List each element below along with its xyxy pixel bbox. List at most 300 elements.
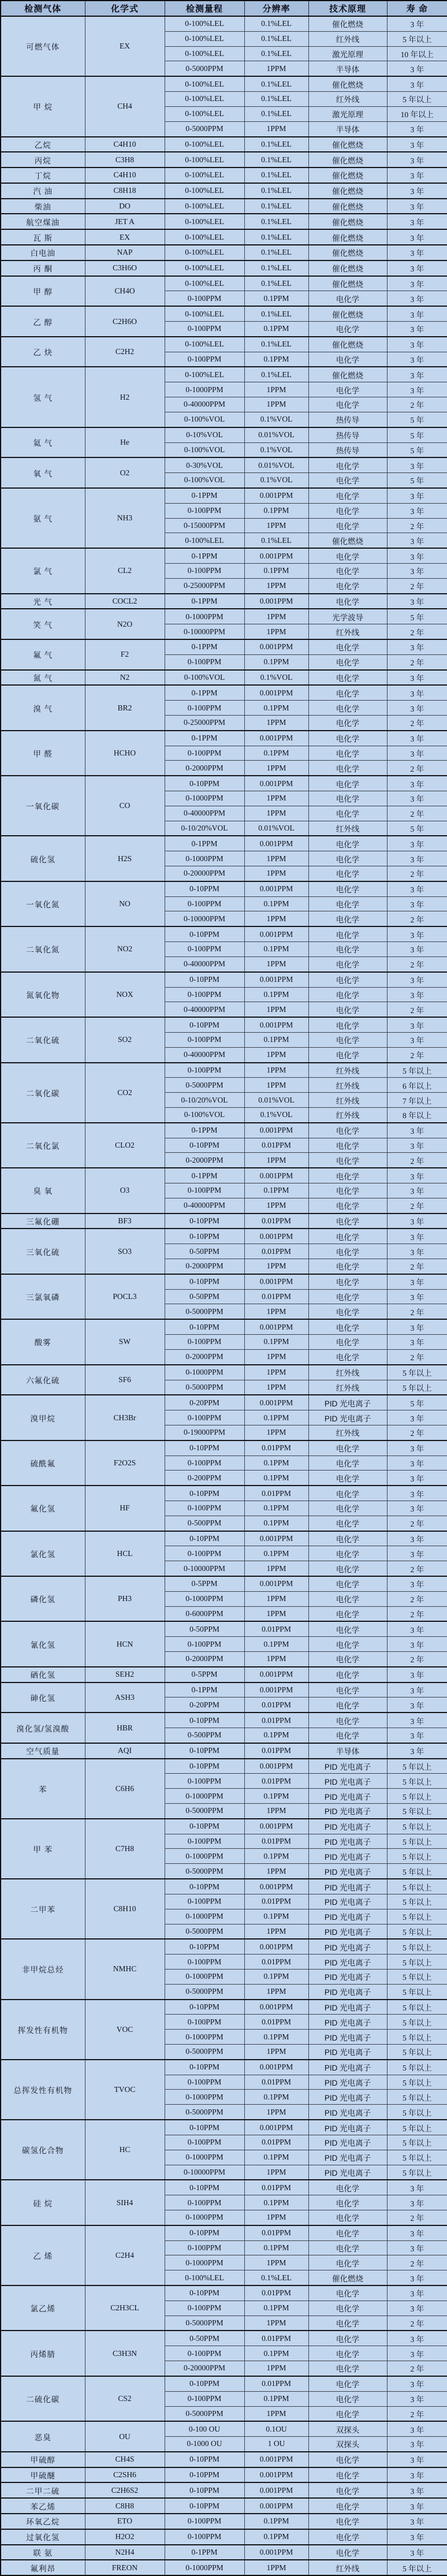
range-cell: 0-10PPM [165,2285,244,2300]
range-cell: 0-10%VOL [165,427,244,442]
spec-row [1,1440,447,1455]
principle-cell: 红外线 [308,1425,387,1440]
range-cell: 0-5000PPM [165,1078,244,1093]
life-cell: 5 年以上 [387,1984,447,1999]
gas-group [1,1274,447,1319]
gas-name-cell: 二氧化氯 [1,1123,85,1168]
life-cell: 3 年 [387,1244,447,1259]
gas-name-cell: 二硫化碳 [1,2376,85,2421]
life-cell: 2 年 [387,806,447,821]
gas-group [1,1123,447,1168]
gas-name-cell: 三氟化硼 [1,1213,85,1229]
life-cell: 3 年 [387,137,447,152]
resolution-cell: 0.1%LEL [244,276,308,291]
range-cell: 0-1PPM [165,731,244,746]
life-cell: 3 年 [387,2270,447,2285]
principle-cell: 催化燃烧 [308,533,387,548]
formula-cell: C2H4 [85,2225,165,2285]
principle-cell: PID 光电离子 [308,1939,387,1954]
principle-cell: PID 光电离子 [308,2045,387,2060]
formula-cell: F2O2S [85,1440,165,1486]
life-cell: 5 年以上 [387,2015,447,2030]
range-cell: 0-100%VOL [165,412,244,427]
principle-cell: 电化学 [308,956,387,971]
range-cell: 0-10000PPM [165,911,244,926]
spec-row [1,2529,447,2545]
life-cell: 3 年 [387,367,447,382]
resolution-cell: 0.1PPM [244,896,308,911]
principle-cell: 电化学 [308,1698,387,1713]
spec-row [1,2421,447,2436]
life-cell: 3 年 [387,322,447,337]
principle-cell: 电化学 [308,1319,387,1334]
principle-cell: 电化学 [308,2255,387,2270]
range-cell: 0-25000PPM [165,578,244,593]
gas-group [1,2467,447,2483]
range-cell: 0-10PPM [165,1759,244,1774]
spec-row [1,457,447,472]
spec-row [1,427,447,442]
life-cell: 3 年 [387,2498,447,2514]
life-cell: 8 年以上 [387,1108,447,1123]
spec-row [1,731,447,746]
principle-cell: 激光原理 [308,46,387,61]
range-cell: 0-10/20%VOL [165,821,244,836]
spec-row [1,1682,447,1698]
life-cell: 3 年 [387,1213,447,1229]
formula-cell: NOX [85,972,165,1017]
formula-cell: BF3 [85,1213,165,1229]
formula-cell: SO2 [85,1017,165,1062]
life-cell: 5 年 [387,412,447,427]
range-cell: 0-10PPM [165,2376,244,2391]
resolution-cell: 1PPM [244,911,308,926]
principle-cell: 红外线 [308,1078,387,1093]
principle-cell: 电化学 [308,1274,387,1289]
range-cell: 0-10PPM [165,972,244,987]
range-cell: 0-1000PPM [165,2150,244,2165]
principle-cell: 红外线 [308,1063,387,1078]
life-cell: 5 年以上 [387,2105,447,2120]
spec-row [1,214,447,229]
gas-group [1,2514,447,2529]
resolution-cell: 0.01PPM [244,1289,308,1304]
range-cell: 0-100%LEL [165,152,244,167]
spec-row [1,685,447,700]
resolution-cell: 0.1PPM [244,1909,308,1924]
col-header-resolution: 分辨率 [244,1,308,16]
resolution-cell: 0.001PPM [244,2467,308,2483]
principle-cell: 电化学 [308,2498,387,2514]
spec-row [1,1743,447,1759]
resolution-cell: 0.1PPM [244,942,308,957]
range-cell: 0-20000PPM [165,866,244,881]
range-cell: 0-100%LEL [165,229,244,245]
spec-row [1,1365,447,1380]
gas-group [1,457,447,488]
life-cell: 3 年 [387,1576,447,1591]
life-cell: 3 年 [387,167,447,183]
spec-row [1,2000,447,2015]
resolution-cell: 1PPM [244,2255,308,2270]
formula-cell: NMHC [85,1939,165,1999]
spec-row [1,1759,447,1774]
gas-group [1,972,447,1017]
spec-row [1,2467,447,2483]
gas-group [1,2498,447,2514]
life-cell: 2 年 [387,1561,447,1576]
range-cell: 0-100PPM [165,291,244,306]
resolution-cell: 1PPM [244,2560,308,2575]
principle-cell: 电化学 [308,1591,387,1606]
life-cell: 5 年以上 [387,1864,447,1879]
range-cell: 0-100%VOL [165,442,244,457]
resolution-cell: 0.001PPM [244,2452,308,2467]
principle-cell: 红外线 [308,2560,387,2575]
formula-cell: CH4S [85,2452,165,2467]
range-cell: 0-100%LEL [165,183,244,199]
principle-cell: 电化学 [308,1652,387,1667]
resolution-cell: 1PPM [244,1380,308,1395]
formula-cell: F2 [85,639,165,670]
life-cell: 3 年 [387,670,447,686]
gas-group [1,152,447,167]
life-cell: 5 年以上 [387,2030,447,2045]
resolution-cell: 0.1PPM [244,2030,308,2045]
spec-row [1,260,447,276]
range-cell: 0-100PPM [165,2075,244,2090]
table-header [1,1,447,16]
spec-row [1,1576,447,1591]
resolution-cell: 0.1PPM [244,1032,308,1047]
life-cell: 3 年 [387,2300,447,2316]
life-cell: 3 年 [387,2331,447,2346]
range-cell: 0-100%LEL [165,245,244,260]
principle-cell: 半导体 [308,61,387,76]
col-header-principle: 技术原理 [308,1,387,16]
principle-cell: 热传导 [308,442,387,457]
resolution-cell: 1PPM [244,61,308,76]
resolution-cell: 0.001PPM [244,2498,308,2514]
resolution-cell: 0.01PPM [244,1621,308,1636]
gas-name-cell: 氮氧化物 [1,972,85,1017]
life-cell: 3 年 [387,1486,447,1501]
resolution-cell: 0.1%LEL [244,533,308,548]
range-cell: 0-19000PPM [165,1425,244,1440]
formula-cell: CO [85,776,165,836]
range-cell: 0-1000PPM [165,1789,244,1804]
resolution-cell: 0.1PPM [244,563,308,578]
life-cell: 5 年以上 [387,2000,447,2015]
resolution-cell: 0.1%VOL [244,1108,308,1123]
resolution-cell: 0.001PPM [244,2060,308,2075]
principle-cell: 电化学 [308,1621,387,1636]
spec-row [1,1017,447,1032]
life-cell: 5 年 [387,1395,447,1410]
principle-cell: 电化学 [308,1667,387,1682]
spec-row [1,594,447,609]
range-cell: 0-100PPM [165,2015,244,2030]
range-cell: 0-100PPM [165,1410,244,1425]
resolution-cell: 1PPM [244,1984,308,1999]
resolution-cell: 0.01PPM [244,1440,308,1455]
resolution-cell: 0.1PPM [244,2346,308,2361]
life-cell: 3 年 [387,1621,447,1636]
formula-cell: BR2 [85,685,165,730]
life-cell: 5 年以上 [387,2120,447,2135]
gas-group [1,1486,447,1531]
gas-name-cell: 光 气 [1,594,85,609]
range-cell: 0-100PPM [165,1637,244,1652]
gas-name-cell: 氢 气 [1,367,85,427]
life-cell: 3 年 [387,2391,447,2406]
resolution-cell: 0.01PPM [244,1244,308,1259]
range-cell: 0-1PPM [165,594,244,609]
spec-row [1,836,447,851]
gas-name-cell: 瓦 斯 [1,229,85,245]
gas-group [1,1939,447,1999]
resolution-cell: 0.01PPM [244,2225,308,2240]
gas-group [1,1576,447,1621]
gas-name-cell: 航空煤油 [1,214,85,229]
life-cell: 3 年 [387,2225,447,2240]
principle-cell: 电化学 [308,503,387,518]
life-cell: 3 年 [387,214,447,229]
gas-name-cell: 苯 [1,1759,85,1819]
range-cell: 0-10PPM [165,1879,244,1894]
range-cell: 0-10000PPM [165,2165,244,2180]
principle-cell: 电化学 [308,2331,387,2346]
gas-name-cell: 二氧化硫 [1,1017,85,1062]
resolution-cell: 0.001PPM [244,1819,308,1834]
resolution-cell: 0.001PPM [244,881,308,896]
spec-row [1,548,447,563]
gas-name-cell: 二氧化碳 [1,1063,85,1123]
resolution-cell: 0.1%LEL [244,152,308,167]
life-cell: 5 年以上 [387,2045,447,2060]
gas-group [1,167,447,183]
resolution-cell: 0.1PPM [244,746,308,761]
resolution-cell: 1PPM [244,1591,308,1606]
gas-name-cell: 联 氨 [1,2545,85,2560]
resolution-cell: 0.01%VOL [244,821,308,836]
gas-group [1,685,447,730]
resolution-cell: 1PPM [244,1259,308,1274]
gas-name-cell: 硒化氢 [1,1667,85,1682]
gas-group [1,1017,447,1062]
principle-cell: 电化学 [308,701,387,716]
gas-name-cell: 一氧化碳 [1,776,85,836]
life-cell: 2 年 [387,1304,447,1319]
range-cell: 0-100%LEL [165,306,244,321]
gas-name-cell: 甲 苯 [1,1819,85,1879]
formula-cell: C8H18 [85,183,165,199]
principle-cell: 电化学 [308,2240,387,2255]
resolution-cell: 0.01PPM [244,1774,308,1789]
resolution-cell: 0.1PPM [244,1516,308,1531]
range-cell: 0-100%LEL [165,31,244,46]
range-cell: 0-10PPM [165,2498,244,2514]
resolution-cell: 0.1PPM [244,2090,308,2105]
range-cell: 0-100%LEL [165,214,244,229]
resolution-cell: 0.001PPM [244,2120,308,2135]
principle-cell: PID 光电离子 [308,1984,387,1999]
resolution-cell: 0.1PPM [244,2514,308,2529]
spec-row [1,2331,447,2346]
spec-row [1,276,447,291]
range-cell: 0-10PPM [165,1274,244,1289]
formula-cell: EX [85,16,165,76]
spec-row [1,1319,447,1334]
range-cell: 0-5000PPM [165,2105,244,2120]
life-cell: 3 年 [387,2285,447,2300]
life-cell: 3 年 [387,488,447,503]
spec-row [1,1621,447,1636]
principle-cell: 热传导 [308,412,387,427]
range-cell: 0-10PPM [165,2467,244,2483]
range-cell: 0-100PPM [165,987,244,1002]
life-cell: 3 年 [387,987,447,1002]
range-cell: 0-1000PPM [165,2210,244,2225]
formula-cell: SF6 [85,1365,165,1395]
principle-cell: 电化学 [308,1516,387,1531]
principle-cell: 电化学 [308,1002,387,1017]
resolution-cell: 1PPM [244,1606,308,1621]
gas-name-cell: 氟 气 [1,639,85,670]
formula-cell: HC [85,2120,165,2180]
life-cell: 3 年 [387,731,447,746]
gas-name-cell: 甲硫醚 [1,2467,85,2483]
range-cell: 0-100PPM [165,896,244,911]
principle-cell: 电化学 [308,1289,387,1304]
life-cell: 5 年 [387,609,447,624]
resolution-cell: 1PPM [244,1349,308,1364]
principle-cell: 红外线 [308,624,387,639]
gas-name-cell: 甲 醇 [1,276,85,307]
resolution-cell: 0.1%LEL [244,260,308,276]
gas-group [1,881,447,926]
gas-name-cell: 甲硫醇 [1,2452,85,2467]
principle-cell: 电化学 [308,1017,387,1032]
life-cell: 3 年 [387,2467,447,2483]
resolution-cell: 0.01%VOL [244,457,308,472]
life-cell: 3 年 [387,2529,447,2545]
range-cell: 0-1PPM [165,488,244,503]
resolution-cell: 0.1PPM [244,2150,308,2165]
col-header-formula: 化学式 [85,1,165,16]
resolution-cell: 0.001PPM [244,776,308,791]
resolution-cell: 0.1PPM [244,2195,308,2210]
col-header-gas: 检测气体 [1,1,85,16]
life-cell: 2 年 [387,1153,447,1168]
life-cell: 3 年 [387,836,447,851]
life-cell: 10 年以上 [387,106,447,121]
range-cell: 0-5000PPM [165,2316,244,2331]
principle-cell: 催化燃烧 [308,306,387,321]
life-cell: 3 年 [387,1637,447,1652]
gas-name-cell: 可燃气体 [1,16,85,76]
formula-cell: HBR [85,1713,165,1743]
principle-cell: 电化学 [308,987,387,1002]
resolution-cell: 0.01PPM [244,1138,308,1153]
spec-row [1,639,447,654]
principle-cell: 红外线 [308,1108,387,1123]
principle-cell: 电化学 [308,2285,387,2300]
range-cell: 0-15000PPM [165,518,244,533]
formula-cell: N2O [85,609,165,639]
life-cell: 5 年以上 [387,1365,447,1380]
formula-cell: NO2 [85,926,165,971]
gas-group [1,1440,447,1486]
life-cell: 3 年 [387,1501,447,1516]
gas-group [1,2120,447,2180]
range-cell: 0-5000PPM [165,2045,244,2060]
principle-cell: 红外线 [308,1380,387,1395]
principle-cell: 电化学 [308,2391,387,2406]
gas-name-cell: 丙烷 [1,152,85,167]
principle-cell: PID 光电离子 [308,1969,387,1984]
resolution-cell: 0.001PPM [244,1531,308,1546]
principle-cell: 电化学 [308,2452,387,2467]
life-cell: 2 年 [387,1606,447,1621]
gas-name-cell: 总挥发性有机物 [1,2060,85,2120]
resolution-cell: 0.1%LEL [244,167,308,183]
gas-group [1,594,447,609]
principle-cell: PID 光电离子 [308,2075,387,2090]
life-cell: 3 年 [387,1229,447,1244]
range-cell: 0-100PPM [165,1455,244,1471]
principle-cell: 电化学 [308,1531,387,1546]
principle-cell: PID 光电离子 [308,1819,387,1834]
range-cell: 0-100%LEL [165,92,244,107]
range-cell: 0-2000PPM [165,1259,244,1274]
range-cell: 0-5000PPM [165,121,244,136]
gas-name-cell: 氟利昂 [1,2560,85,2575]
formula-cell: He [85,427,165,458]
life-cell: 3 年 [387,926,447,941]
range-cell: 0-100PPM [165,1546,244,1561]
resolution-cell: 0.1%LEL [244,214,308,229]
spec-row [1,367,447,382]
gas-group [1,488,447,548]
gas-group [1,836,447,881]
principle-cell: PID 光电离子 [308,2060,387,2075]
principle-cell: 电化学 [308,2529,387,2545]
range-cell: 0-25000PPM [165,715,244,730]
spec-row [1,2180,447,2195]
life-cell: 3 年 [387,61,447,76]
range-cell: 0-10PPM [165,1939,244,1954]
gas-name-cell: 硫化氢 [1,836,85,881]
life-cell: 5 年 [387,473,447,488]
resolution-cell: 0.1OU [244,2421,308,2436]
spec-row [1,1168,447,1183]
life-cell: 3 年 [387,121,447,136]
formula-cell: C2SH6 [85,2467,165,2483]
formula-cell: C3H3N [85,2331,165,2376]
gas-group [1,214,447,229]
range-cell: 0-10PPM [165,1213,244,1229]
resolution-cell: 0.1PPM [244,291,308,306]
resolution-cell: 0.1%LEL [244,2270,308,2285]
resolution-cell: 1PPM [244,578,308,593]
life-cell: 5 年以上 [387,2060,447,2075]
range-cell: 0-500PPM [165,1516,244,1531]
range-cell: 0-1000 OU [165,2437,244,2452]
range-cell: 0-10PPM [165,2180,244,2195]
life-cell: 3 年 [387,1168,447,1183]
gas-group [1,1365,447,1395]
